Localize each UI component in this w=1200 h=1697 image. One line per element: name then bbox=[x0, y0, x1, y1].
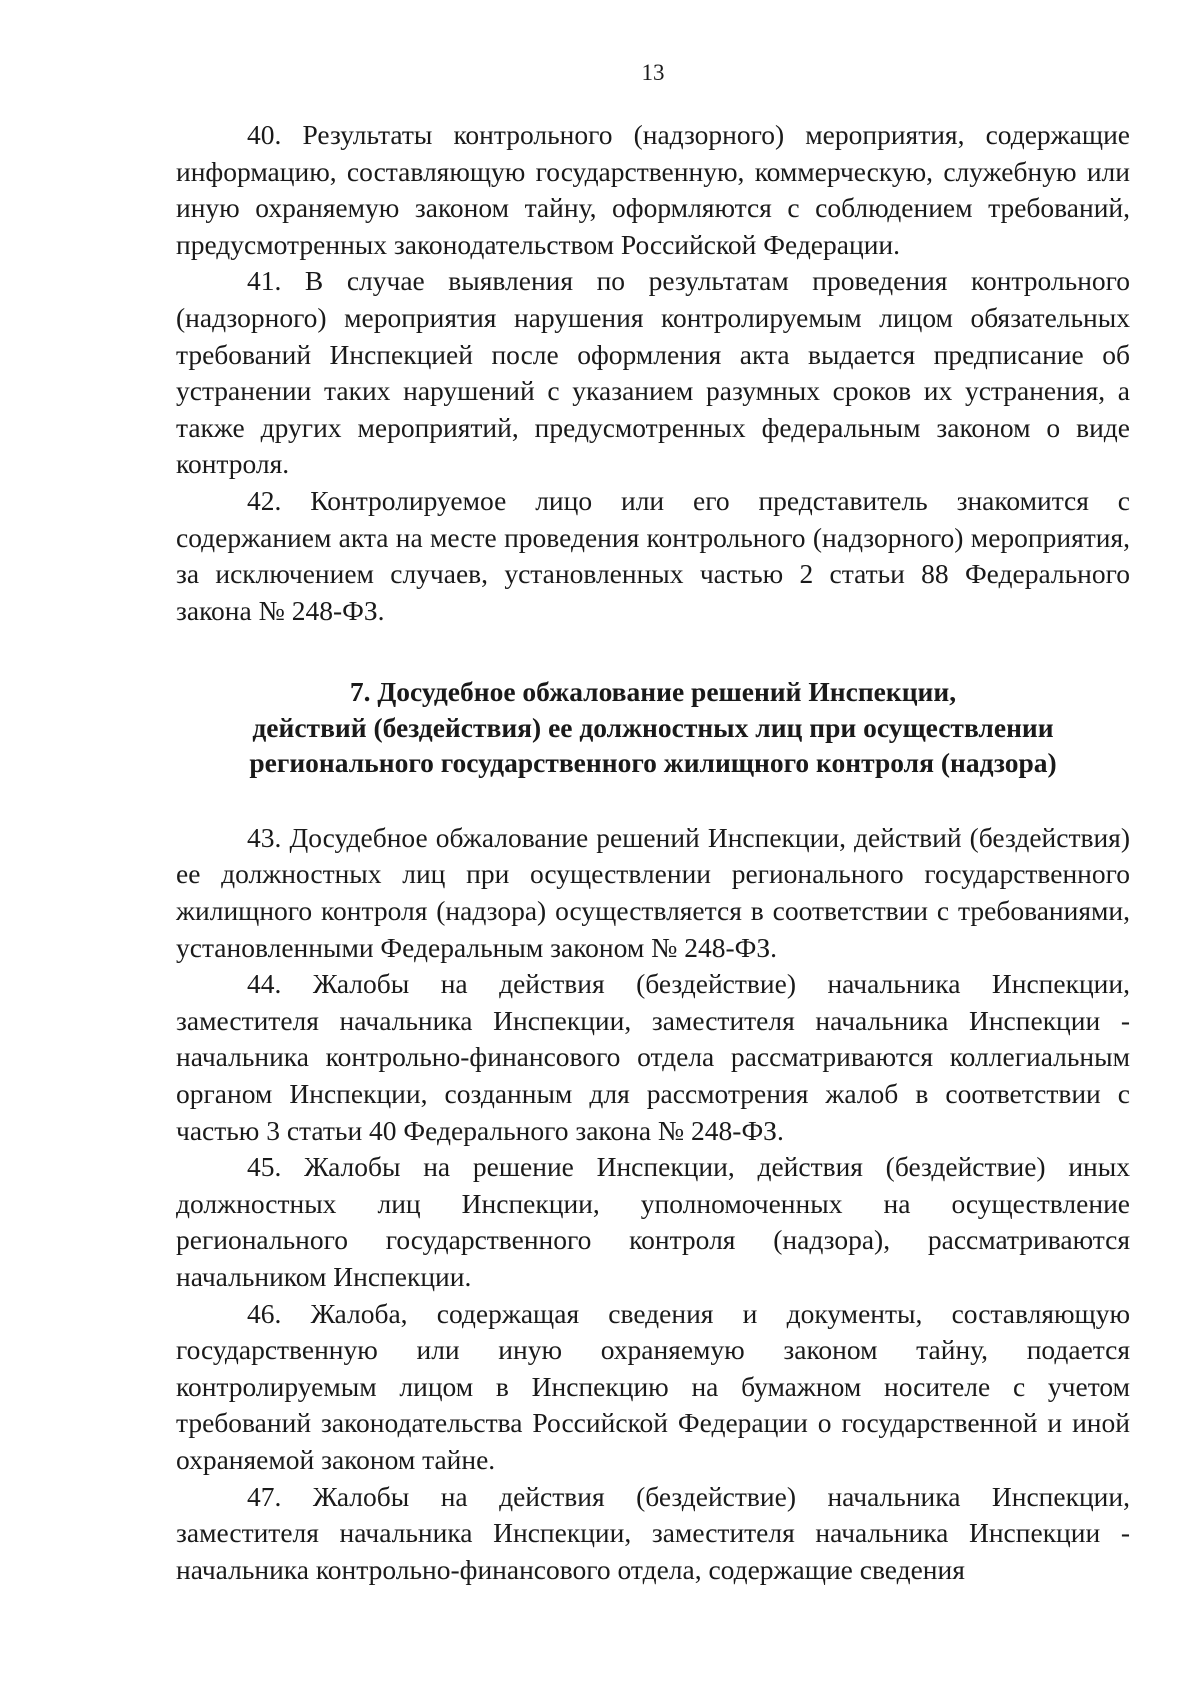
paragraph-41: 41. В случае выявления по результатам проведения контрольного (надзорного) мероприятия нарушения контролируемым лицом обязательных требований Инспекцией после оформления акта выдается предписание об устранении таких нарушений с указанием разумных сроков их устранения, а также других мероприятий, предусмотренных федеральным законом о виде контроля. bbox=[176, 265, 1130, 480]
paragraph-42: 42. Контролируемое лицо или его представитель знакомится с содержанием акта на месте проведения контрольного (надзорного) мероприятия, за исключением случаев, установленных частью 2 статьи 88 Федерального закона № 248-ФЗ. bbox=[176, 484, 1130, 626]
paragraph-43: 43. Досудебное обжалование решений Инспекции, действий (бездействия) ее должностных лиц при осуществлении регионального государственного жилищного контроля (надзора) осуществляется в соответствии с требованиями, установленными Федеральным законом № 248-ФЗ. bbox=[176, 821, 1130, 963]
section-title-line-2: действий (бездействия) ее должностных лиц при осуществлении bbox=[252, 711, 1054, 743]
section-title-line-1: 7. Досудебное обжалование решений Инспекции, bbox=[349, 676, 957, 708]
document-body bbox=[176, 117, 1130, 1588]
section-title-line-3: регионального государственного жилищного контроля (надзора) bbox=[249, 747, 1057, 779]
paragraph-40: 40. Результаты контрольного (надзорного) мероприятия, содержащие информацию, составляющую государственную, коммерческую, служебную или иную охраняемую законом тайну, оформляются с соблюдением требований, предусмотренных законодательством Российской Федерации. bbox=[176, 119, 1130, 260]
paragraph-45: 45. Жалобы на решение Инспекции, действия (бездействие) иных должностных лиц Инспекции, уполномоченных на осуществление регионального государственного контроля (надзора), рассматриваются начальником Инспекции. bbox=[176, 1151, 1130, 1292]
paragraph-47: 47. Жалобы на действия (бездействие) начальника Инспекции, заместителя начальника Инспекции, заместителя начальника Инспекции - начальника контрольно-финансового отдела, содержащие сведения bbox=[176, 1480, 1130, 1585]
section-title bbox=[176, 674, 1130, 781]
page-number: 13 bbox=[641, 60, 665, 85]
paragraph-44: 44. Жалобы на действия (бездействие) начальника Инспекции, заместителя начальника Инспекции, заместителя начальника Инспекции - начальника контрольно-финансового отдела рассматриваются коллегиальным органом Инспекции, созданным для рассмотрения жалоб в соответствии с частью 3 статьи 40 Федерального закона № 248-ФЗ. bbox=[176, 968, 1130, 1146]
paragraph-46: 46. Жалоба, содержащая сведения и документы, составляющую государственную или иную охраняемую законом тайну, подается контролируемым лицом в Инспекцию на бумажном носителе с учетом требований законодательства Российской Федерации о государственной и иной охраняемой законом тайне. bbox=[176, 1297, 1130, 1475]
